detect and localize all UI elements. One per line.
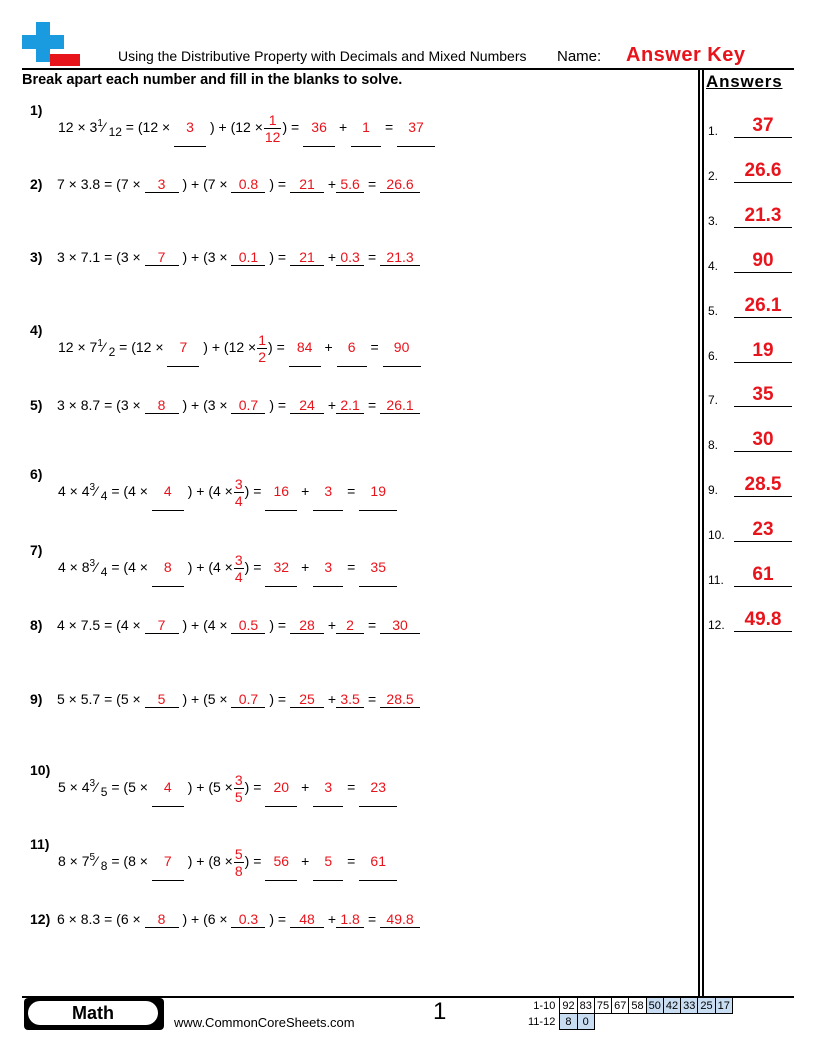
- total-blank: 37: [397, 119, 435, 135]
- product-blank: 36: [303, 119, 335, 135]
- score-row: [526, 998, 732, 1014]
- fraction-numerator: 3: [89, 778, 96, 790]
- fraction-part-denominator: 2: [258, 349, 267, 365]
- product-blank: 5: [313, 853, 343, 869]
- product-blank: 16: [265, 483, 297, 499]
- whole-part-blank: 7: [145, 617, 179, 634]
- product-blank: 48: [290, 911, 324, 928]
- product-blank: 1: [351, 119, 381, 135]
- header-divider: [22, 68, 794, 70]
- total-blank: 23: [359, 779, 397, 795]
- problem-number: 11): [30, 836, 50, 852]
- answer-value: 19: [734, 340, 792, 363]
- problem-number: 8): [30, 617, 43, 633]
- score-row: [526, 1014, 732, 1030]
- product-blank: 3: [313, 779, 343, 795]
- problem-number: 1): [30, 102, 43, 118]
- fraction-part-denominator: 5: [234, 789, 243, 805]
- problem-row: [20, 617, 680, 657]
- answer-value: 49.8: [734, 609, 792, 632]
- answer-row: [708, 471, 792, 497]
- problem-row: [20, 397, 680, 437]
- answer-value: 28.5: [734, 474, 792, 497]
- problem-row: [20, 691, 680, 731]
- problem-equation: $4 \times 4^3⁄$ $_4$ = (4 × 4 ) + (4 × $\frac{3}{4}$ ) = 16 + 3 = 19: [58, 476, 397, 509]
- problem-number: 5): [30, 397, 43, 413]
- whole-part-blank: 7: [167, 339, 199, 355]
- fraction-part-denominator: 4: [234, 493, 243, 509]
- fraction-part-denominator: 12: [264, 129, 281, 145]
- whole-part-blank: 3: [174, 119, 206, 135]
- fraction-numerator: 3: [89, 558, 96, 570]
- answer-value: 21.3: [734, 205, 792, 228]
- score-cell: 33: [681, 998, 698, 1014]
- product-blank: 21: [290, 249, 324, 266]
- problem-equation: 6 × 8.3 = (6 × 8 ) + (6 × 0.3 ) = 48 + 1.8 = 49.8: [57, 911, 420, 928]
- problem-equation: 4 × 7.5 = (4 × 7 ) + (4 × 0.5 ) = 28 + 2 = 30: [57, 617, 420, 634]
- answer-column-divider: [698, 70, 700, 996]
- answer-value: 35: [734, 384, 792, 407]
- product-blank: 24: [290, 397, 324, 414]
- problem-equation: 5 × 5.7 = (5 × 5 ) + (5 × 0.7 ) = 25 + 3.5 = 28.5: [57, 691, 420, 708]
- total-blank: 19: [359, 483, 397, 499]
- product-blank: 25: [290, 691, 324, 708]
- product-blank: 5.6: [336, 176, 364, 193]
- answer-row: [708, 426, 792, 452]
- fraction-part-answer: [264, 112, 282, 145]
- decimal-part-blank: 0.5: [231, 617, 265, 634]
- worksheet-title: Using the Distributive Property with Decimals and Mixed Numbers: [118, 48, 527, 64]
- problem-equation: $12 \times 3^1⁄$ $_{12}$ = (12 × 3 ) + (12 × $\frac{1}{12}$ ) = 36 + 1 = 37: [58, 112, 435, 145]
- product-blank: 2.1: [336, 397, 364, 414]
- problem-number: 2): [30, 176, 43, 192]
- fraction-numerator: 5: [89, 852, 96, 864]
- decimal-part-blank: 0.7: [231, 691, 265, 708]
- answer-value: 61: [734, 564, 792, 587]
- fraction-part-denominator: 4: [234, 569, 243, 585]
- problem-row: [20, 176, 680, 216]
- score-table: [526, 997, 733, 1030]
- whole-part-blank: 7: [145, 249, 179, 266]
- fraction-part-answer: [257, 332, 267, 365]
- product-blank: 3: [313, 559, 343, 575]
- decimal-part-blank: 0.3: [231, 911, 265, 928]
- problem-row: [20, 764, 680, 804]
- total-blank: 49.8: [380, 911, 420, 928]
- subject-label: Math: [28, 1001, 158, 1025]
- answer-row: [708, 157, 792, 183]
- decimal-part-blank: 0.1: [231, 249, 265, 266]
- answer-number: 10.: [708, 528, 725, 543]
- fraction-part-answer: [234, 846, 244, 879]
- whole-part-blank: 8: [145, 911, 179, 928]
- product-blank: 0.3: [336, 249, 364, 266]
- answer-row: [708, 112, 792, 138]
- problem-number: 4): [30, 322, 43, 338]
- answer-row: [708, 202, 792, 228]
- fraction-part-numerator: 3: [234, 552, 243, 568]
- product-blank: 28: [290, 617, 324, 634]
- problem-row: [20, 911, 680, 951]
- problem-number: 12): [30, 911, 51, 927]
- score-cell: 8: [560, 1014, 577, 1030]
- fraction-part-answer: [234, 772, 244, 805]
- product-blank: 1.8: [336, 911, 364, 928]
- total-blank: 26.1: [380, 397, 420, 414]
- score-cell: 75: [594, 998, 611, 1014]
- answer-row: [708, 292, 792, 318]
- fraction-part-numerator: 1: [264, 112, 282, 129]
- product-blank: 56: [265, 853, 297, 869]
- problem-number: 6): [30, 466, 43, 482]
- decimal-part-blank: 0.8: [231, 176, 265, 193]
- problem-row: [20, 324, 680, 364]
- answer-value: 90: [734, 250, 792, 273]
- total-blank: 26.6: [380, 176, 420, 193]
- answer-number: 11.: [708, 573, 724, 587]
- answer-row: [708, 337, 792, 363]
- answer-row: [708, 561, 792, 587]
- answer-number: 5.: [708, 303, 719, 318]
- score-cell: 58: [629, 998, 646, 1014]
- score-row-label: 11-12: [528, 1015, 556, 1028]
- product-blank: 6: [337, 339, 367, 355]
- answer-value: 23: [734, 519, 792, 542]
- problem-equation: 7 × 3.8 = (7 × 3 ) + (7 × 0.8 ) = 21 + 5.6 = 26.6: [57, 176, 420, 193]
- answer-value: 30: [734, 429, 792, 452]
- problem-row: [20, 468, 680, 508]
- problem-row: [20, 544, 680, 584]
- decimal-part-blank: 0.7: [231, 397, 265, 414]
- fraction-part-denominator: 8: [234, 863, 243, 879]
- product-blank: 3: [313, 483, 343, 499]
- score-cell: 25: [698, 998, 715, 1014]
- total-blank: 30: [380, 617, 420, 634]
- site-url: www.CommonCoreSheets.com: [174, 1015, 355, 1030]
- answer-row: [708, 381, 792, 407]
- problem-number: 10): [30, 762, 51, 778]
- fraction-part-numerator: 3: [234, 476, 243, 492]
- fraction-denominator: 2: [105, 345, 116, 360]
- problem-equation: $5 \times 4^3⁄$ $_5$ = (5 × 4 ) + (5 × $\frac{3}{5}$ ) = 20 + 3 = 23: [58, 772, 397, 805]
- problem-equation: $4 \times 8^3⁄$ $_4$ = (4 × 8 ) + (4 × $\frac{3}{4}$ ) = 32 + 3 = 35: [58, 552, 397, 585]
- answers-heading: Answers: [706, 72, 783, 91]
- score-cell: 92: [560, 998, 577, 1014]
- problem-row: [20, 249, 680, 289]
- answer-number: 9.: [708, 483, 719, 498]
- score-cell: 17: [715, 998, 732, 1014]
- score-cell: 50: [646, 998, 663, 1014]
- fraction-part-numerator: 1: [258, 332, 267, 348]
- answer-number: 3.: [708, 213, 719, 228]
- answer-number: 4.: [708, 258, 719, 273]
- problem-number: 3): [30, 249, 43, 265]
- answer-number: 2.: [708, 168, 719, 183]
- fraction-part-answer: [234, 476, 244, 509]
- answer-key-label: Answer Key: [626, 44, 746, 66]
- fraction-denominator: 4: [97, 489, 108, 504]
- fraction-part-numerator: 5: [234, 846, 243, 862]
- total-blank: 21.3: [380, 249, 420, 266]
- fraction-denominator: 5: [97, 785, 108, 800]
- problem-equation: 3 × 8.7 = (3 × 8 ) + (3 × 0.7 ) = 24 + 2.1 = 26.1: [57, 397, 420, 414]
- problem-equation: 3 × 7.1 = (3 × 7 ) + (3 × 0.1 ) = 21 + 0.3 = 21.3: [57, 249, 420, 266]
- problem-row: [20, 838, 680, 878]
- score-cell: 83: [577, 998, 594, 1014]
- problem-number: 7): [30, 542, 43, 558]
- whole-part-blank: 4: [152, 779, 184, 795]
- whole-part-blank: 7: [152, 853, 184, 869]
- score-cell: 42: [663, 998, 680, 1014]
- whole-part-blank: 5: [145, 691, 179, 708]
- answer-number: 8.: [708, 438, 719, 453]
- total-blank: 61: [359, 853, 397, 869]
- fraction-denominator: 4: [97, 565, 108, 580]
- product-blank: 3.5: [336, 691, 364, 708]
- product-blank: 84: [289, 339, 321, 355]
- whole-part-blank: 8: [145, 397, 179, 414]
- name-label: Name:: [557, 48, 602, 65]
- answer-value: 26.6: [734, 160, 792, 183]
- whole-part-blank: 4: [152, 483, 184, 499]
- fraction-part-answer: [234, 552, 244, 585]
- total-blank: 35: [359, 559, 397, 575]
- fraction-denominator: 12: [105, 125, 122, 140]
- answer-row: [708, 516, 792, 542]
- total-blank: 28.5: [380, 691, 420, 708]
- answer-column-divider-inner: [702, 70, 704, 996]
- answer-number: 1.: [708, 124, 719, 138]
- problem-equation: $12 \times 7^1⁄$ $_2$ = (12 × 7 ) + (12 × $\frac{1}{2}$ ) = 84 + 6 = 90: [58, 332, 421, 365]
- whole-part-blank: 3: [145, 176, 179, 193]
- answer-row: [708, 247, 792, 273]
- page-number: 1: [433, 998, 447, 1025]
- problem-row: [20, 104, 680, 144]
- whole-part-blank: 8: [152, 559, 184, 575]
- fraction-denominator: 8: [97, 859, 108, 874]
- total-blank: 90: [383, 339, 421, 355]
- product-blank: 32: [265, 559, 297, 575]
- score-cell: 0: [577, 1014, 594, 1030]
- answer-row: [708, 606, 792, 632]
- instructions: Break apart each number and fill in the blanks to solve.: [22, 72, 403, 88]
- score-cell: 67: [612, 998, 629, 1014]
- answer-value: 37: [734, 115, 792, 138]
- fraction-numerator: 1: [97, 118, 103, 130]
- fraction-numerator: 3: [89, 482, 96, 494]
- answer-number: 12.: [708, 617, 725, 632]
- problem-equation: $8 \times 7^5⁄$ $_8$ = (8 × 7 ) + (8 × $\frac{5}{8}$ ) = 56 + 5 = 61: [58, 846, 397, 879]
- plus-minus-logo-icon: [22, 22, 80, 66]
- fraction-part-numerator: 3: [234, 772, 243, 788]
- answer-value: 26.1: [734, 295, 792, 318]
- product-blank: 2: [336, 617, 364, 634]
- problem-number: 9): [30, 691, 43, 707]
- answer-number: 6.: [708, 348, 719, 363]
- score-row-label: 1-10: [533, 999, 556, 1012]
- product-blank: 21: [290, 176, 324, 193]
- fraction-numerator: 1: [97, 338, 103, 350]
- answer-number: 7.: [708, 393, 719, 408]
- product-blank: 20: [265, 779, 297, 795]
